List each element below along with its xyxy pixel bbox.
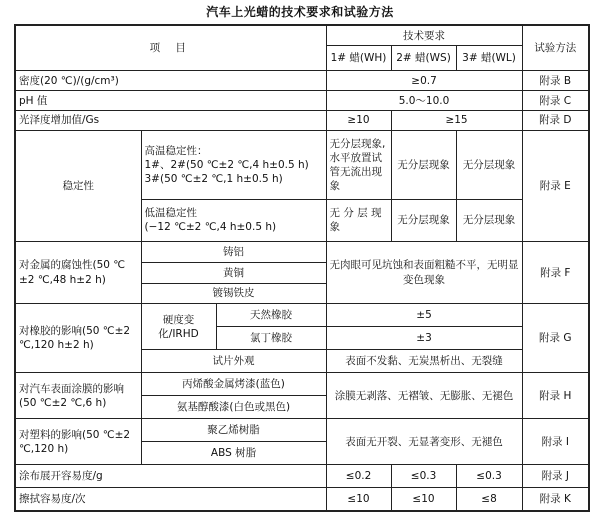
spec-table — [14, 24, 590, 512]
row-plastic-1 — [15, 419, 589, 442]
rubber-natural-val: ±5 — [326, 304, 522, 327]
header-tech-req: 技术要求 — [326, 25, 522, 46]
low-cond: (−12 ℃±2 ℃,4 h±0.5 h) — [144, 221, 277, 234]
row-coating-1 — [15, 373, 589, 396]
row-rubber-1 — [15, 304, 589, 327]
document-title: 汽车上光蜡的技术要求和试验方法 — [206, 5, 394, 19]
rubber-method: 附录 G — [522, 304, 589, 373]
corrosion-m1: 铸铝 — [141, 241, 326, 262]
row-ph — [15, 91, 589, 111]
row-density — [15, 71, 589, 91]
coating-method: 附录 H — [522, 373, 589, 419]
spread-label: 涂布展开容易度/g — [15, 465, 326, 488]
coating-label: 对汽车表面涂膜的影响(50 ℃±2 ℃,6 h) — [15, 373, 141, 419]
plastic-p1: 聚乙烯树脂 — [141, 419, 326, 442]
stability-low-cond — [141, 199, 326, 241]
stability-low-wl: 无分层现象 — [456, 199, 522, 241]
row-corrosion-1 — [15, 241, 589, 262]
header-ws: 2# 蜡(WS) — [391, 46, 456, 71]
stability-low-wh: 无 分 层 现象 — [326, 199, 391, 241]
rubber-label: 对橡胶的影响(50 ℃±2 ℃,120 h±2 h) — [15, 304, 141, 373]
wipe-wh: ≤10 — [326, 488, 391, 511]
gloss-method: 附录 D — [522, 111, 589, 131]
rubber-nitrile: 氯丁橡胶 — [216, 327, 326, 350]
header-item: 项 目 — [15, 25, 326, 71]
spread-wl: ≤0.3 — [456, 465, 522, 488]
spread-ws: ≤0.3 — [391, 465, 456, 488]
header-wl: 3# 蜡(WL) — [456, 46, 522, 71]
row-stability-high — [15, 131, 589, 200]
low-label: 低温稳定性 — [144, 207, 197, 220]
row-gloss — [15, 111, 589, 131]
stability-high-wl: 无分层现象 — [456, 131, 522, 200]
plastic-p2: ABS 树脂 — [141, 442, 326, 465]
ph-value: 5.0～10.0 — [326, 91, 522, 111]
plastic-method: 附录 I — [522, 419, 589, 465]
gloss-v1: ≥10 — [326, 111, 391, 131]
stability-high-cond — [141, 131, 326, 200]
wipe-ws: ≤10 — [391, 488, 456, 511]
wipe-wl: ≤8 — [456, 488, 522, 511]
rubber-nitrile-val: ±3 — [326, 327, 522, 350]
rubber-appearance-val: 表面不发黏、无炭黑析出、无裂缝 — [326, 350, 522, 373]
coating-c2: 氨基醇酸漆(白色或黑色) — [141, 396, 326, 419]
header-wh: 1# 蜡(WH) — [326, 46, 391, 71]
ph-label: pH 值 — [15, 91, 326, 111]
wipe-method: 附录 K — [522, 488, 589, 511]
density-value: ≥0.7 — [326, 71, 522, 91]
spread-method: 附录 J — [522, 465, 589, 488]
high-cond-1: 1#、2#(50 ℃±2 ℃,4 h±0.5 h) — [144, 158, 309, 171]
wipe-label: 擦拭容易度/次 — [15, 488, 326, 511]
rubber-hardness: 硬度变化/IRHD — [141, 304, 216, 350]
density-method: 附录 B — [522, 71, 589, 91]
header-method: 试验方法 — [522, 25, 589, 71]
gloss-label: 光泽度增加值/Gs — [15, 111, 326, 131]
density-label: 密度(20 ℃)/(g/cm³) — [15, 71, 326, 91]
corrosion-value: 无肉眼可见坑蚀和表面粗糙不平，无明显变色现象 — [326, 241, 522, 304]
stability-label: 稳定性 — [15, 131, 141, 242]
spread-wh: ≤0.2 — [326, 465, 391, 488]
row-spread — [15, 465, 589, 488]
row-wipe — [15, 488, 589, 511]
plastic-value: 表面无开裂、无显著变形、无褪色 — [326, 419, 522, 465]
rubber-appearance: 试片外观 — [141, 350, 326, 373]
corrosion-m2: 黄铜 — [141, 262, 326, 283]
corrosion-method: 附录 F — [522, 241, 589, 304]
high-label: 高温稳定性： — [144, 144, 208, 157]
high-cond-2: 3#(50 ℃±2 ℃,1 h±0.5 h) — [144, 173, 283, 186]
ph-method: 附录 C — [522, 91, 589, 111]
corrosion-label: 对金属的腐蚀性(50 ℃±2 ℃,48 h±2 h) — [15, 241, 141, 304]
corrosion-m3: 镀锡铁皮 — [141, 283, 326, 304]
stability-method: 附录 E — [522, 131, 589, 242]
stability-high-wh: 无分层现象,水平放置试管无流出现象 — [326, 131, 391, 200]
coating-c1: 丙烯酸金属烤漆(蓝色) — [141, 373, 326, 396]
header-row — [15, 25, 589, 46]
coating-value: 涂膜无剥落、无褶皱、无膨胀、无褪色 — [326, 373, 522, 419]
stability-high-ws: 无分层现象 — [391, 131, 456, 200]
rubber-natural: 天然橡胶 — [216, 304, 326, 327]
stability-low-ws: 无分层现象 — [391, 199, 456, 241]
gloss-v2: ≥15 — [391, 111, 522, 131]
plastic-label: 对塑料的影响(50 ℃±2 ℃,120 h) — [15, 419, 141, 465]
